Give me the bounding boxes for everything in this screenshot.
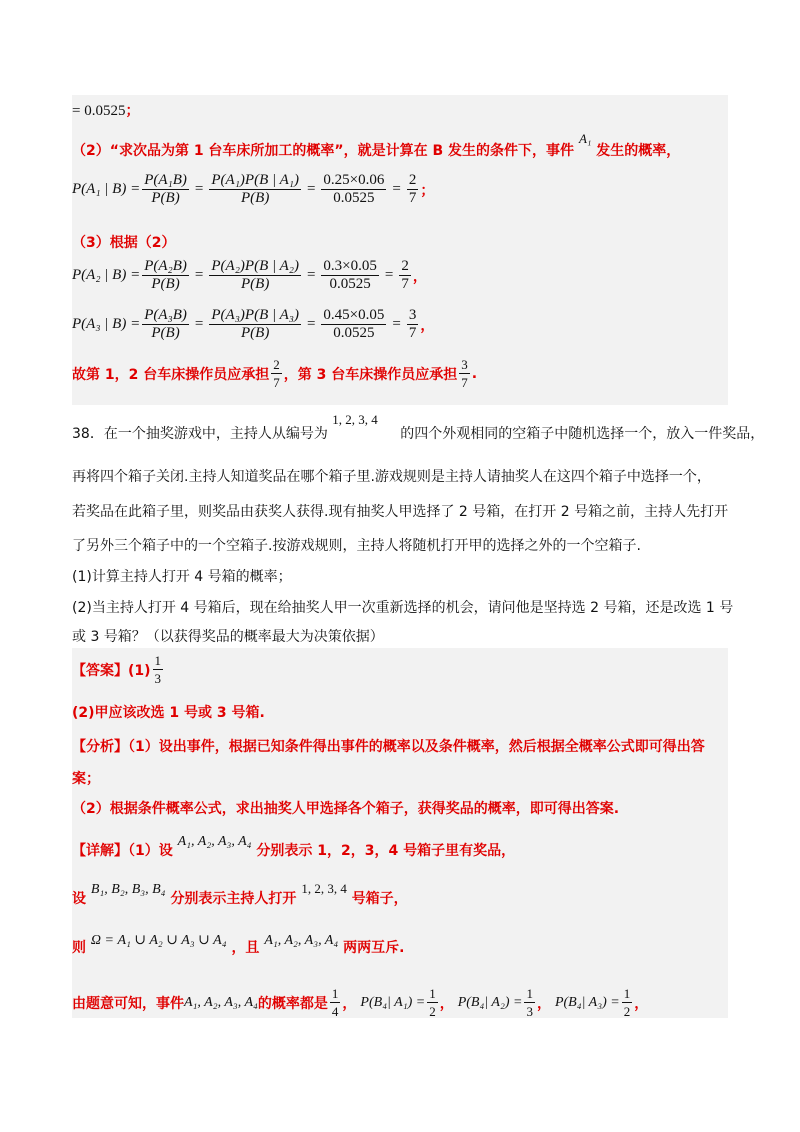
eq1-lhs: P(A₁ | B) = bbox=[72, 181, 141, 197]
question-part-1: (1)计算主持人打开 4 号箱的概率； bbox=[72, 569, 292, 585]
question-line-1: 38．在一个抽奖游戏中，主持人从编号为 1, 2, 3, 4 的四个外观相同的空箱子中随机选择一个，放入一件奖品， bbox=[72, 412, 765, 442]
detail-events: A₁, A₂, A₃, A₄ bbox=[177, 834, 252, 849]
eq3-end: ， bbox=[420, 317, 435, 334]
answer-line-2: (2)甲应该改选 1 号或 3 号箱. bbox=[72, 705, 265, 721]
question-part-2-cont: 或 3 号箱？（以获得奖品的概率最大为决策依据） bbox=[72, 629, 384, 645]
equation-2: P(A₂ | B) = $\frac{\text{P(A₂B)}}{P(B)}$ = $\frac{\text{P(A₂)P(B | A₂)}}{P(B)}$ = $\frac{0.3\times 0.05}{0.0525}$ = $\frac{2}{7}$ ， bbox=[72, 258, 427, 292]
eq1-frac-4: $\frac{2}{7}$ bbox=[408, 172, 417, 206]
question-line-4: 了另外三个箱子中的一个空箱子.按游戏规则，主持人将随机打开甲的选择之外的一个空箱子. bbox=[72, 538, 641, 554]
conclusion-frac-2: $\frac{3}{7}$ bbox=[461, 357, 468, 390]
eq3-lhs: P(A₃ | B) = bbox=[72, 316, 141, 332]
eq2-lhs: P(A₂ | B) = bbox=[72, 267, 141, 283]
conclusion-line bbox=[72, 356, 477, 391]
b-events: B₁, B₂, B₃, B₄ bbox=[90, 882, 166, 897]
cond-prob-2-lhs: P(B₄| A₂) = bbox=[457, 994, 523, 1010]
eq3-frac-1: $\frac{\text{P(A₃B)}}{P(B)}$ bbox=[144, 307, 187, 341]
b-box-numbers: 1, 2, 3, 4 bbox=[301, 881, 347, 896]
analysis-line-2: 案； bbox=[72, 771, 100, 787]
cond-prob-2-frac: $\frac{1}{3}$ bbox=[526, 986, 533, 1019]
part2-line bbox=[72, 131, 681, 160]
question-line-3: 若奖品在此箱子里，则奖品由获奖人获得.现有抽奖人甲选择了 2 号箱，在打开 2 号箱之前，主持人先打开 bbox=[72, 504, 729, 520]
prob-frac: $\frac{1}{4}$ bbox=[331, 986, 339, 1019]
prob-events: A₁, A₂, A₃, A₄ bbox=[184, 994, 258, 1010]
cond-prob-3-frac: $\frac{1}{2}$ bbox=[623, 986, 631, 1019]
answer-frac: $\frac{1}{3}$ bbox=[154, 653, 162, 686]
conclusion-text-a: 故第 1，2 台车床操作员应承担 bbox=[72, 366, 270, 383]
equation-3: P(A₃ | B) = $\frac{\text{P(A₃B)}}{P(B)}$ = $\frac{\text{P(A₃)P(B | A₃)}}{P(B)}$ = $\frac{0.45\times 0.05}{0.0525}$ = $\frac{3}{7}$ ， bbox=[72, 307, 435, 341]
eq3-frac-3: $\frac{0.45\times 0.05}{0.0525}$ bbox=[323, 307, 385, 341]
eq3-frac-2: $\frac{\text{P(A₃)P(B | A₃)}}{P(B)}$ bbox=[211, 307, 299, 341]
omega-events: A₁, A₂, A₃, A₄ bbox=[264, 933, 339, 948]
conclusion-frac-1: $\frac{2}{7}$ bbox=[273, 357, 280, 390]
first-value-line bbox=[72, 100, 139, 120]
eq2-end: ， bbox=[412, 268, 427, 285]
omega-expression: Ω = A₁ ∪ A₂ ∪ A₃ ∪ A₄ bbox=[90, 933, 227, 948]
cond-prob-3-lhs: P(B₄| A₃) = bbox=[554, 994, 620, 1010]
answer-line-1 bbox=[72, 652, 165, 687]
part2-event: A₁ bbox=[578, 131, 592, 146]
eq3-frac-4: $\frac{3}{7}$ bbox=[408, 307, 417, 341]
conclusion-end: . bbox=[471, 365, 478, 382]
cond-prob-1-lhs: P(B₄| A₁) = bbox=[360, 994, 426, 1010]
part3-label: （3）根据（2） bbox=[72, 235, 176, 251]
analysis-line-3: （2）根据条件概率公式，求出抽奖人甲选择各个箱子，获得奖品的概率，即可得出答案. bbox=[72, 801, 620, 817]
eq2-frac-2: $\frac{\text{P(A₂)P(B | A₂)}}{P(B)}$ bbox=[211, 258, 299, 292]
detail-line-4: 由题意可知，事件 A₁, A₂, A₃, A₄ 的概率都是 $\frac{1}{4}$ ， P(B₄| A₁) = $\frac{1}{2}$ ， P(B₄| A₂) = $\frac{1}{3}$ ， P(B₄| A₃) = $\frac{1}{2}$ ， bbox=[72, 986, 649, 1019]
part2-text-a: （2）“求次品为第 1 台车床所加工的概率”，就是计算在 B 发生的条件下，事件 bbox=[72, 143, 575, 159]
detail-line-3: 则 Ω = A₁ ∪ A₂ ∪ A₃ ∪ A₄ ，且 A₁, A₂, A₃, A₄ 两两互斥. bbox=[72, 933, 405, 956]
first-punct: ； bbox=[125, 103, 140, 119]
detail-line-1: 【详解】（1）设 A₁, A₂, A₃, A₄ 分别表示 1，2，3，4 号箱子里有奖品， bbox=[72, 834, 516, 859]
eq1-frac-3: $\frac{0.25\times 0.06}{0.0525}$ bbox=[323, 172, 385, 206]
question-part-2: (2)当主持人打开 4 号箱后，现在给抽奖人甲一次重新选择的机会，请问他是坚持选 2 号箱，还是改选 1 号 bbox=[72, 600, 734, 616]
detail-line-2: 设 B₁, B₂, B₃, B₄ 分别表示主持人打开 1, 2, 3, 4 号箱子， bbox=[72, 881, 408, 907]
question-line-2: 再将四个箱子关闭.主持人知道奖品在哪个箱子里.游戏规则是主持人请抽奖人在这四个箱子中选择一个， bbox=[72, 469, 711, 485]
eq1-frac-1: $\frac{\text{P(A₁B)}}{P(B)}$ bbox=[144, 172, 187, 206]
analysis-line-1: 【分析】（1）设出事件，根据已知条件得出事件的概率以及条件概率，然后根据全概率公式即可得出答 bbox=[72, 739, 705, 755]
conclusion-text-b: ，第 3 台车床操作员应承担 bbox=[283, 366, 458, 383]
eq2-frac-1: $\frac{\text{P(A₂B)}}{P(B)}$ bbox=[144, 258, 187, 292]
eq1-frac-2: $\frac{\text{P(A₁)P(B | A₁)}}{P(B)}$ bbox=[211, 172, 299, 206]
part2-text-b: 发生的概率， bbox=[596, 143, 681, 159]
eq2-frac-3: $\frac{0.3\times 0.05}{0.0525}$ bbox=[323, 258, 377, 292]
eq2-frac-4: $\frac{2}{7}$ bbox=[401, 258, 409, 292]
question-box-numbers: 1, 2, 3, 4 bbox=[332, 412, 378, 427]
first-value: = 0.0525 bbox=[72, 103, 126, 119]
equation-1: P(A₁ | B) = $\frac{\text{P(A₁B)}}{P(B)}$ = $\frac{\text{P(A₁)P(B | A₁)}}{P(B)}$ = $\frac{0.25\times 0.06}{0.0525}$ = $\frac{2}{7}$ ； bbox=[72, 172, 435, 206]
eq1-end: ； bbox=[420, 182, 435, 199]
answer-label: 【答案】(1) bbox=[72, 662, 151, 679]
cond-prob-1-frac: $\frac{1}{2}$ bbox=[429, 986, 436, 1019]
